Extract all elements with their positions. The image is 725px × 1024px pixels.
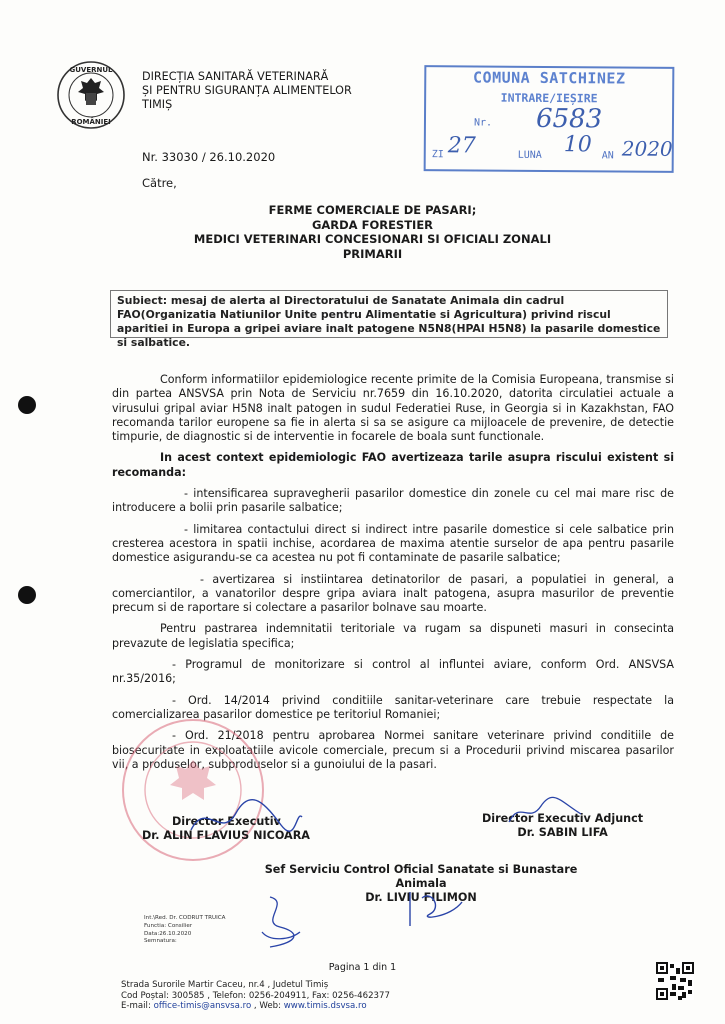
institution-line: DIRECȚIA SANITARĂ VETERINARĂ bbox=[142, 70, 329, 83]
stamp-an-value: 2020 bbox=[621, 136, 673, 161]
binder-hole bbox=[18, 396, 36, 414]
registration-stamp bbox=[424, 65, 675, 173]
meta-line: Int.\Red. Dr. CODRUT TRUICA bbox=[144, 915, 226, 921]
institution-name bbox=[142, 70, 352, 112]
subject-box: Subiect: mesaj de alerta al Directoratului de Sanatate Animala din cadrul FAO(Organizatia Natiunilor Unite pentru Alimentatie si Agricultura) privind riscul aparitiei in Europa a gripei aviare inalt patogene N5N8(HPAI H5N8) la pasarile domestice si salbatice. bbox=[110, 290, 668, 338]
signature-name: Dr. LIVIU FILIMON bbox=[365, 891, 477, 904]
body-paragraph: Conform informatiilor epidemiologice recente primite de la Comisia Europeana, transmise si din partea ANSVSA prin Nota de Serviciu nr.7659 din 16.10.2020, datorita circulatiei actuale a virusului gripal aviar H5N8 inalt patogen in sudul Federatiei Ruse, in Georgia si in Kazakhstan, FAO recomanda tarilor europene sa fie in alerta si sa se asigure ca mijloacele de prevenire, de detectie timpurie, de diagnostic si de interventie in focarele de boala sunt functionale. bbox=[112, 373, 674, 444]
legislation-item: - Ord. 21/2018 pentru aprobarea Normei sanitare veterinare privind conditiile de biosecuritate in exploatatiile avicole comerciale, precum si a Procedurii privind miscarea pasarilor vii, a produselor, subproduselor si a gunoiului de la pasari. bbox=[112, 729, 674, 771]
meta-line: Functia: Consilier bbox=[144, 922, 193, 929]
signature-name: Dr. ALIN FLAVIUS NICOARA bbox=[142, 829, 310, 842]
stamp-nr-label: Nr. bbox=[473, 117, 493, 129]
signature-title: Director Executiv bbox=[172, 815, 281, 828]
government-seal-icon bbox=[56, 60, 126, 130]
legislation-item: - Programul de monitorizare si control al influntei aviare, conform Ord. ANSVSA nr.35/2016; bbox=[112, 658, 674, 686]
recommendation-item: - intensificarea supravegherii pasarilor domestice din zonele cu cel mai mare risc de introducere a bolii prin pasarile salbatice; bbox=[112, 487, 674, 515]
body-paragraph: Pentru pastrarea indemnitatii teritoriale va rugam sa dispuneti masuri in consecinta prevazute de legislatia specifica; bbox=[112, 622, 674, 650]
handwritten-signature-icon bbox=[186, 795, 306, 845]
drafter-info bbox=[144, 915, 225, 946]
page-number: Pagina 1 din 1 bbox=[328, 962, 397, 973]
stamp-luna-label: LUNA bbox=[517, 149, 542, 161]
recipient-line: FERME COMERCIALE DE PASARI; bbox=[268, 203, 477, 217]
email-label: E-mail: bbox=[121, 1001, 154, 1011]
recipients-block bbox=[0, 203, 725, 261]
handwritten-signature-icon bbox=[402, 888, 472, 930]
handwritten-signature-icon bbox=[505, 794, 585, 830]
registration-number: Nr. 33030 / 26.10.2020 bbox=[142, 150, 276, 164]
web-label: , Web: bbox=[251, 1001, 284, 1011]
recommendation-item: - avertizarea si instiintarea detinatorilor de pasari, a populatiei in general, a comerciantilor, a vanatorilor despre gripa aviara inalt patogena, asupra masurilor de preventie precum si de raportare si colectare a pasarilor bolnave sau moarte. bbox=[112, 572, 674, 615]
web-link[interactable]: www.timis.dsvsa.ro bbox=[283, 1001, 367, 1011]
signature-name: Dr. SABIN LIFA bbox=[517, 826, 608, 839]
to-label: Către, bbox=[142, 176, 177, 190]
footer-address bbox=[121, 980, 390, 1012]
signature-title: Sef Serviciu Control Oficial Sanatate si Bunastare Animala bbox=[264, 863, 578, 890]
qr-code-icon bbox=[656, 962, 694, 1000]
institution-line: TIMIȘ bbox=[142, 98, 173, 111]
meta-line: Semnatura: bbox=[144, 938, 177, 945]
address-line: Cod Poștal: 300585 , Telefon: 0256-204911, Fax: 0256-462377 bbox=[121, 990, 390, 1001]
handwritten-signature-icon bbox=[250, 892, 310, 952]
stamp-nr-value: 6583 bbox=[535, 103, 603, 135]
address-line: Strada Surorile Martir Caceu, nr.4 , Judetul Timiș bbox=[121, 980, 329, 990]
recipient-line: GARDA FORESTIER bbox=[311, 217, 434, 232]
recipient-line: MEDICI VETERINARI CONCESIONARI SI OFICIALI ZONALI bbox=[193, 232, 552, 246]
meta-line: Data:26.10.2020 bbox=[144, 930, 192, 937]
email-link[interactable]: office-timis@ansvsa.ro bbox=[153, 1001, 252, 1011]
recipient-line: PRIMARII bbox=[342, 246, 403, 261]
institution-line: ȘI PENTRU SIGURANȚA ALIMENTELOR bbox=[142, 84, 352, 97]
body-paragraph: In acest context epidemiologic FAO avertizeaza tarile asupra riscului existent si recomanda: bbox=[112, 451, 674, 479]
recommendation-item: - limitarea contactului direct si indirect intre pasarile domestice si cele salbatice prin cresterea acestora in spatii inchise, acordarea de maxima atentie surselor de apa pentru pasarile domestice asigurandu-se ca acestea nu pot fi contaminate de pasarile salbatice; bbox=[112, 522, 674, 565]
svg-text:ROMÂNIEI: ROMÂNIEI bbox=[71, 118, 111, 126]
binder-hole bbox=[18, 586, 36, 604]
stamp-luna-value: 10 bbox=[563, 132, 592, 158]
stamp-title: COMUNA SATCHINEZ bbox=[472, 68, 626, 88]
legislation-item: - Ord. 14/2014 privind conditiile sanitar-veterinare care trebuie respectate la comercializarea pasarilor domestice pe teritoriul Romaniei; bbox=[112, 693, 674, 721]
contact-line bbox=[121, 1001, 390, 1012]
stamp-zi-label: ZI bbox=[431, 149, 444, 161]
stamp-an-label: AN bbox=[601, 150, 614, 162]
svg-text:GUVERNUL: GUVERNUL bbox=[69, 66, 113, 74]
stamp-subtitle: INTRARE/IEȘIRE bbox=[500, 90, 598, 106]
stamp-zi-value: 27 bbox=[447, 133, 476, 159]
signature-title: Director Executiv Adjunct bbox=[482, 812, 644, 825]
